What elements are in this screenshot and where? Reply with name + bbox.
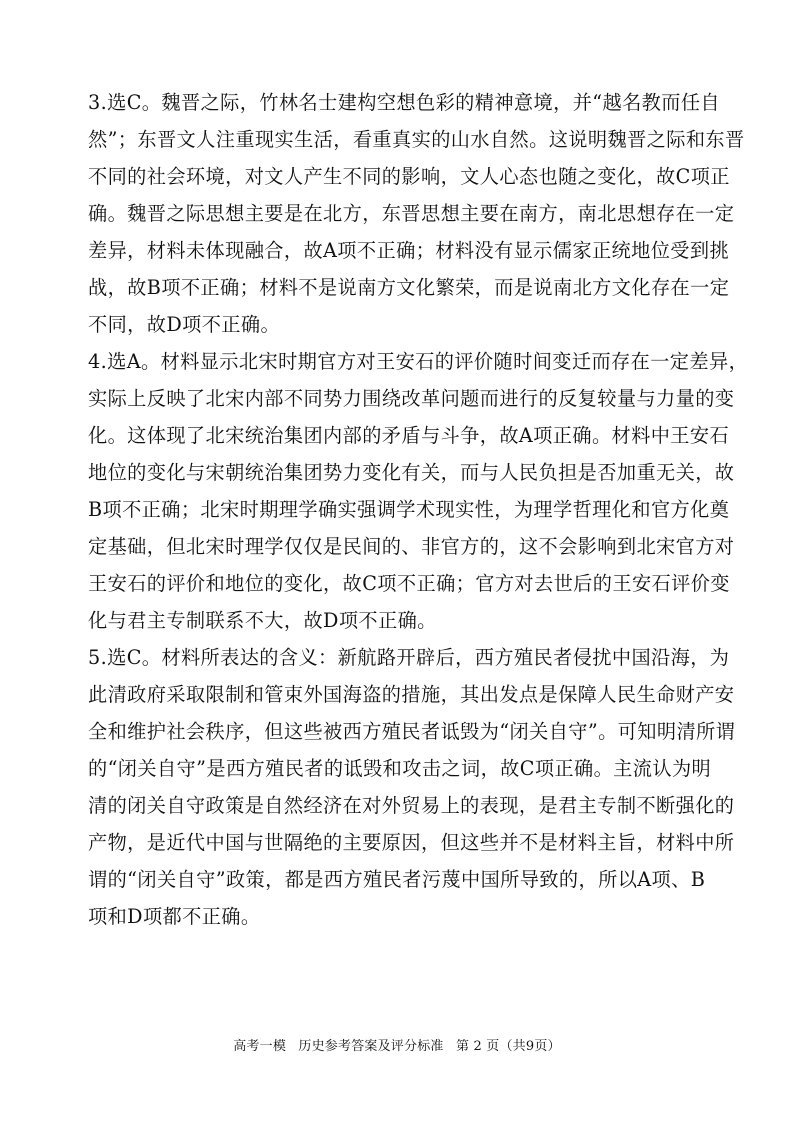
text-line: 定基础，但北宋时理学仅仅是民间的、非官方的，这不会影响到北宋官方对	[88, 535, 735, 558]
text-line: 化与君主专制联系不大，故D项不正确。	[88, 609, 437, 632]
footer-page-number: 第 2 页（共9页）	[455, 1039, 561, 1054]
answer-4	[88, 343, 749, 639]
text-line: 不同的社会环境，对文人产生不同的影响，文人心态也随之变化，故C项正	[88, 165, 730, 188]
text-line: 地位的变化与宋朝统治集团势力变化有关，而与人民负担是否加重无关，故	[88, 461, 735, 484]
text-line: 全和维护社会秩序，但这些被西方殖民者诋毁为“闭关自守”。可知明清所谓	[88, 720, 736, 743]
page-footer	[0, 1035, 794, 1054]
text-line: 化。这体现了北宋统治集团内部的矛盾与斗争，故A项正确。材料中王安石	[88, 424, 730, 447]
text-line: 项和D项都不正确。	[88, 905, 261, 928]
answer-5	[88, 639, 736, 935]
text-line: 差异，材料未体现融合，故A项不正确；材料没有显示儒家正统地位受到挑	[88, 239, 730, 262]
text-line: 谓的“闭关自守”政策，都是西方殖民者污蔑中国所导致的，所以A项、B	[88, 868, 706, 891]
text-line: 王安石的评价和地位的变化，故C项不正确；官方对去世后的王安石评价变	[88, 572, 730, 595]
text-line: 战，故B项不正确；材料不是说南方文化繁荣，而是说南北方文化存在一定	[88, 276, 730, 299]
footer-exam: 高考一模	[233, 1039, 287, 1054]
answer-content	[88, 84, 749, 935]
answer-3	[88, 84, 745, 343]
footer-subject: 历史参考答案及评分标准	[298, 1039, 444, 1054]
text-line: 确。魏晋之际思想主要是在北方，东晋思想主要在南方，南北思想存在一定	[88, 202, 735, 225]
text-line: 然”；东晋文人注重现实生活，看重真实的山水自然。这说明魏晋之际和东晋	[88, 128, 745, 151]
text-line: 实际上反映了北宋内部不同势力围绕改革问题而进行的反复较量与力量的变	[88, 387, 735, 410]
text-line: 清的闭关自守政策是自然经济在对外贸易上的表现，是君主专制不断强化的	[88, 794, 735, 817]
text-line: 5.选C。材料所表达的含义：新航路开辟后，西方殖民者侵扰中国沿海，为	[88, 646, 730, 669]
text-line: 产物，是近代中国与世隔绝的主要原因，但这些并不是材料主旨，材料中所	[88, 831, 735, 854]
text-line: 的“闭关自守”是西方殖民者的诋毁和攻击之词，故C项正确。主流认为明	[88, 757, 712, 780]
text-line: 此清政府采取限制和管束外国海盗的措施，其出发点是保障人民生命财产安	[88, 683, 735, 706]
text-line: B项不正确；北宋时期理学确实强调学术现实性，为理学哲理化和官方化奠	[88, 498, 730, 521]
text-line: 3.选C。魏晋之际，竹林名士建构空想色彩的精神意境，并“越名教而任自	[88, 91, 721, 114]
text-line: 不同，故D项不正确。	[88, 313, 281, 336]
text-line: 4.选A。材料显示北宋时期官方对王安石的评价随时间变迁而存在一定差异，	[88, 350, 749, 373]
